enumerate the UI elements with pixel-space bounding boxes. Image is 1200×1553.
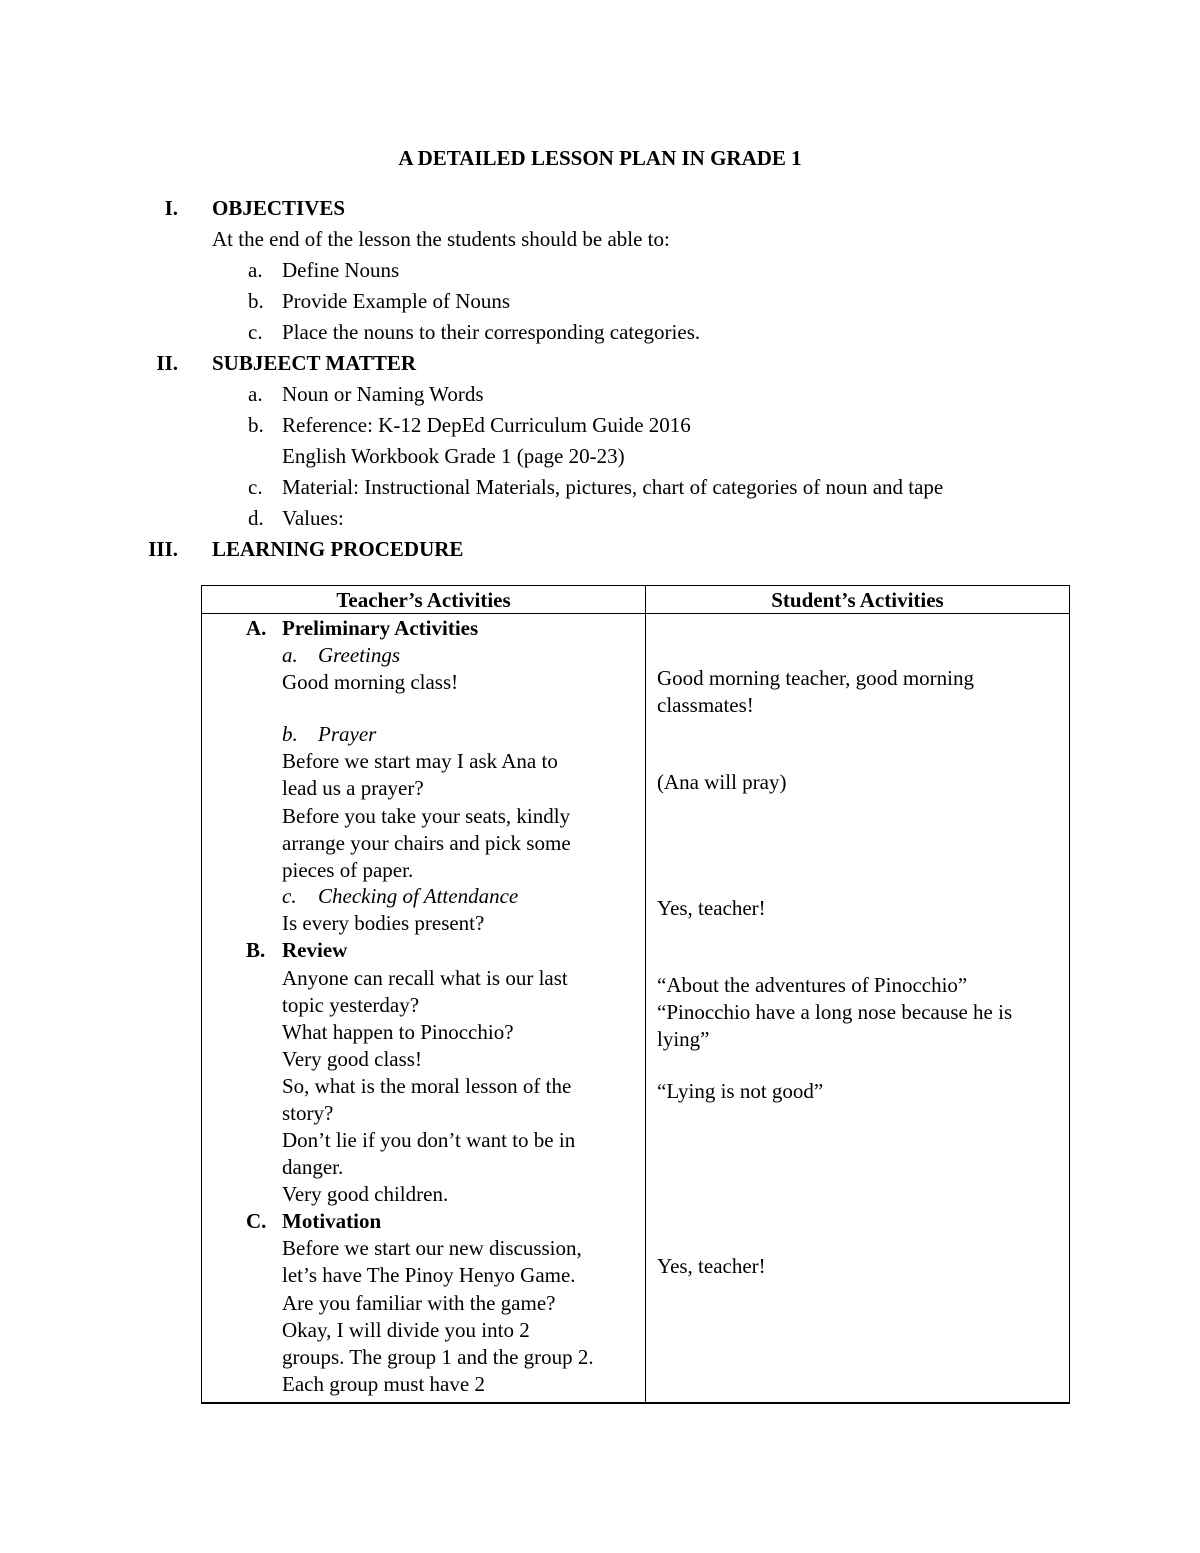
sub-marker: a. [282, 643, 298, 667]
section-heading-objectives: OBJECTIVES [212, 196, 346, 220]
section-numeral-2: II. [156, 351, 178, 375]
activity-marker: B. [246, 938, 266, 962]
activity-heading-review: Review [282, 938, 348, 962]
section-numeral-1: I. [164, 196, 178, 220]
teacher-line: Before you take your seats, kindly [282, 804, 571, 828]
teacher-line: What happen to Pinocchio? [282, 1020, 514, 1044]
teacher-line: groups. The group 1 and the group 2. [282, 1345, 594, 1369]
list-marker: b. [248, 289, 264, 313]
teacher-line: let’s have The Pinoy Henyo Game. [282, 1263, 576, 1287]
student-line: “About the adventures of Pinocchio” [657, 973, 968, 997]
teacher-line: arrange your chairs and pick some [282, 831, 571, 855]
student-line: lying” [657, 1027, 710, 1051]
teacher-line: Before we start may I ask Ana to [282, 749, 558, 773]
teacher-line: Each group must have 2 [282, 1372, 485, 1396]
sub-marker: c. [282, 884, 297, 908]
teacher-line: Anyone can recall what is our last [282, 966, 568, 990]
teacher-line: Very good class! [282, 1047, 422, 1071]
activity-marker: C. [246, 1209, 267, 1233]
objectives-intro: At the end of the lesson the students should be able to: [212, 227, 670, 251]
table-header-teacher: Teacher’s Activities [336, 588, 511, 612]
student-line: (Ana will pray) [657, 770, 787, 794]
list-marker: b. [248, 413, 264, 437]
student-line: classmates! [657, 693, 754, 717]
section-numeral-3: III. [148, 537, 178, 561]
table-column-divider [645, 585, 646, 1403]
teacher-line: Is every bodies present? [282, 911, 485, 935]
table-header-divider [201, 613, 1070, 614]
teacher-line: Before we start our new discussion, [282, 1236, 582, 1260]
sub-heading-prayer: Prayer [318, 722, 377, 746]
table-border-left [201, 585, 202, 1403]
teacher-line: So, what is the moral lesson of the [282, 1074, 572, 1098]
sub-marker: b. [282, 722, 298, 746]
student-line: Yes, teacher! [657, 896, 766, 920]
teacher-line: Okay, I will divide you into 2 [282, 1318, 530, 1342]
teacher-line: pieces of paper. [282, 858, 414, 882]
table-border-bottom [201, 1402, 1070, 1404]
list-marker: c. [248, 475, 263, 499]
activity-marker: A. [246, 616, 267, 640]
teacher-line: Very good children. [282, 1182, 449, 1206]
student-line: “Pinocchio have a long nose because he is [657, 1000, 1013, 1024]
table-border-top [201, 585, 1070, 586]
teacher-line: Good morning class! [282, 670, 459, 694]
list-marker: d. [248, 506, 264, 530]
student-line: Yes, teacher! [657, 1254, 766, 1278]
list-item: Reference: K-12 DepEd Curriculum Guide 2016 [282, 413, 691, 437]
teacher-line: Are you familiar with the game? [282, 1291, 556, 1315]
list-item: Material: Instructional Materials, pictures, chart of categories of noun and tape [282, 475, 944, 499]
list-item: Values: [282, 506, 344, 530]
sub-heading-attendance: Checking of Attendance [318, 884, 519, 908]
table-border-right [1069, 585, 1070, 1403]
list-item: Place the nouns to their corresponding categories. [282, 320, 701, 344]
teacher-line: Don’t lie if you don’t want to be in [282, 1128, 576, 1152]
list-item: Provide Example of Nouns [282, 289, 511, 313]
list-marker: a. [248, 258, 263, 282]
list-marker: c. [248, 320, 263, 344]
teacher-line: story? [282, 1101, 334, 1125]
table-header-student: Student’s Activities [771, 588, 944, 612]
sub-heading-greetings: Greetings [318, 643, 401, 667]
page-title: A DETAILED LESSON PLAN IN GRADE 1 [398, 146, 802, 170]
teacher-line: danger. [282, 1155, 344, 1179]
activity-heading-motivation: Motivation [282, 1209, 382, 1233]
list-item: Define Nouns [282, 258, 400, 282]
teacher-line: topic yesterday? [282, 993, 420, 1017]
list-item: Noun or Naming Words [282, 382, 484, 406]
student-line: “Lying is not good” [657, 1079, 824, 1103]
activity-heading-preliminary: Preliminary Activities [282, 616, 479, 640]
list-marker: a. [248, 382, 263, 406]
section-heading-learning-procedure: LEARNING PROCEDURE [212, 537, 464, 561]
section-heading-subject-matter: SUBJEECT MATTER [212, 351, 417, 375]
student-line: Good morning teacher, good morning [657, 666, 975, 690]
teacher-line: lead us a prayer? [282, 776, 424, 800]
list-item-continuation: English Workbook Grade 1 (page 20-23) [282, 444, 625, 468]
